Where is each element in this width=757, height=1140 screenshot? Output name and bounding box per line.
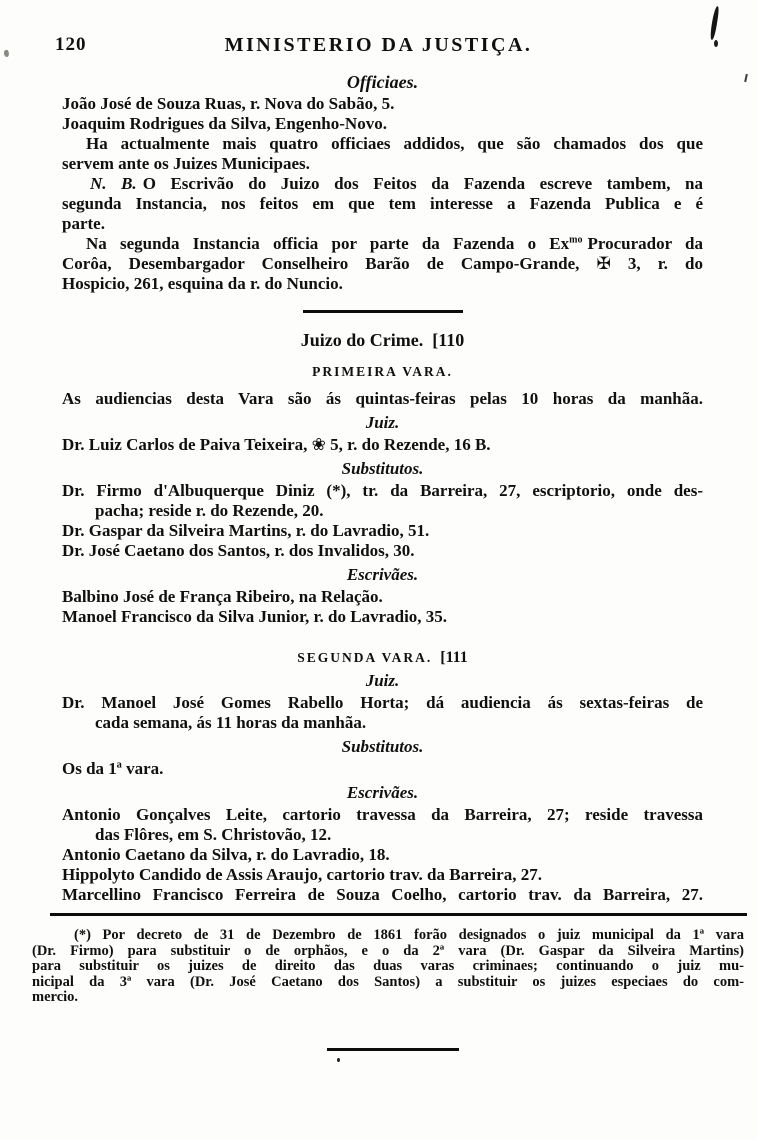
entry-line: Dr. Gaspar da Silveira Martins, r. do Lavradio, 51. — [62, 521, 430, 540]
entry-line: Manoel Francisco da Silva Junior, r. do Lavradio, 35. — [62, 607, 448, 626]
entry-line: Dr. José Caetano dos Santos, r. dos Invalidos, 30. — [62, 541, 415, 560]
footnote-line: para substituir os juizes de direito das duas varas criminaes; continuando o juiz mu- — [32, 958, 744, 974]
section-divider-rule — [303, 310, 463, 313]
paragraph-line: servem ante os Juizes Municipaes. — [62, 154, 310, 173]
role-label-substitutos: Substitutos. — [341, 459, 424, 478]
subsection-heading-text: SEGUNDA VARA. — [297, 650, 433, 665]
paragraph-text: O Escrivão do Juizo dos Feitos da Fazenda escreve tambem, na — [142, 174, 704, 193]
footnote-line: mercio. — [32, 989, 79, 1005]
subsection-heading-text: PRIMEIRA VARA. — [312, 364, 453, 379]
footnote-line: (*) Por decreto de 31 de Dezembro de 1861 forão designados o juiz municipal da 1ª vara — [74, 927, 744, 943]
paragraph-line: Ha actualmente mais quatro officiaes addidos, que são chamados dos que — [86, 134, 703, 153]
role-label-escrivaes: Escrivães. — [346, 783, 419, 802]
paragraph-text: Procurador da — [587, 234, 703, 253]
entry-line: Antonio Caetano da Silva, r. do Lavradio, 18. — [62, 845, 390, 864]
role-label-substitutos: Substitutos. — [341, 737, 424, 756]
section-title-text: Juizo do Crime. — [300, 330, 424, 350]
paragraph-line — [62, 174, 703, 194]
footnote-line: (Dr. Firmo) para substituir o de orphãos, e o da 2ª vara (Dr. Gaspar da Silveira Martins) — [32, 942, 744, 959]
superscript-abbreviation: mo — [569, 234, 583, 246]
page-title: MINISTERIO DA JUSTIÇA. — [224, 34, 533, 56]
paragraph-line: As audiencias desta Vara são ás quintas-feiras pelas 10 horas da manhãa. — [62, 389, 703, 408]
page-header — [0, 0, 757, 60]
entry-line: Dr. Luiz Carlos de Paiva Teixeira, ❀ 5, r. do Rezende, 16 B. — [62, 435, 491, 454]
page-number: 120 — [55, 34, 87, 55]
entry-line: Os da 1ª vara. — [62, 759, 164, 778]
paragraph-text: Na segunda Instancia officia por parte da Fazenda o Ex — [86, 234, 570, 253]
section-heading-officiaes: Officiaes. — [346, 72, 419, 92]
entry-line: João José de Souza Ruas, r. Nova do Sabão, 5. — [62, 94, 395, 113]
paragraph-line: Hospicio, 261, esquina da r. do Nuncio. — [62, 274, 343, 293]
entry-line: Dr. Firmo d'Albuquerque Diniz (*), tr. da Barreira, 27, escriptorio, onde des- — [62, 481, 703, 500]
entry-line: Balbino José de França Ribeiro, na Relação. — [62, 587, 383, 606]
end-of-section-rule — [327, 1048, 459, 1051]
role-label-escrivaes: Escrivães. — [346, 565, 419, 584]
paragraph-line: segunda Instancia, nos feitos em que tem interesse a Fazenda Publica e é — [62, 194, 703, 213]
text-column — [0, 70, 744, 1051]
footnote-divider-rule — [50, 913, 747, 916]
section-title-juizo-do-crime — [62, 327, 703, 353]
role-label-juiz: Juiz. — [365, 671, 400, 690]
subsection-heading-primeira-vara — [62, 363, 703, 381]
paragraph-line: parte. — [62, 214, 105, 233]
paragraph-line: Corôa, Desembargador Conselheiro Barão de Campo-Grande, ✠ 3, r. do — [62, 254, 703, 273]
entry-line: cada semana, ás 11 horas da manhãa. — [95, 713, 367, 732]
footnote-line: nicipal da 3ª vara (Dr. José Caetano dos Santos) a substituir os juizes especiaes do com- — [32, 973, 744, 990]
subsection-heading-segunda-vara — [62, 649, 703, 667]
nota-bene-label: N. B. — [90, 174, 137, 193]
entry-line: das Flôres, em S. Christovão, 12. — [95, 825, 332, 844]
entry-line: Joaquim Rodrigues da Silva, Engenho-Novo. — [62, 114, 387, 133]
entry-line: pacha; reside r. do Rezende, 20. — [95, 501, 324, 520]
column-reference-number: [110 — [432, 330, 465, 350]
entry-line: Hippolyto Candido de Assis Araujo, cartorio trav. da Barreira, 27. — [62, 865, 542, 884]
paragraph-line — [62, 234, 703, 254]
entry-line: Marcellino Francisco Ferreira de Souza Coelho, cartorio trav. da Barreira, 27. — [62, 885, 703, 904]
ink-dot-artifact — [337, 1058, 340, 1062]
column-reference-number: [111 — [440, 649, 468, 666]
ink-tick-artifact — [744, 74, 748, 82]
role-label-juiz: Juiz. — [365, 413, 400, 432]
entry-line: Antonio Gonçalves Leite, cartorio travessa da Barreira, 27; reside travessa — [62, 805, 703, 824]
entry-line: Dr. Manoel José Gomes Rabello Horta; dá audiencia ás sextas-feiras de — [62, 693, 703, 712]
footnote-block — [32, 928, 744, 1006]
